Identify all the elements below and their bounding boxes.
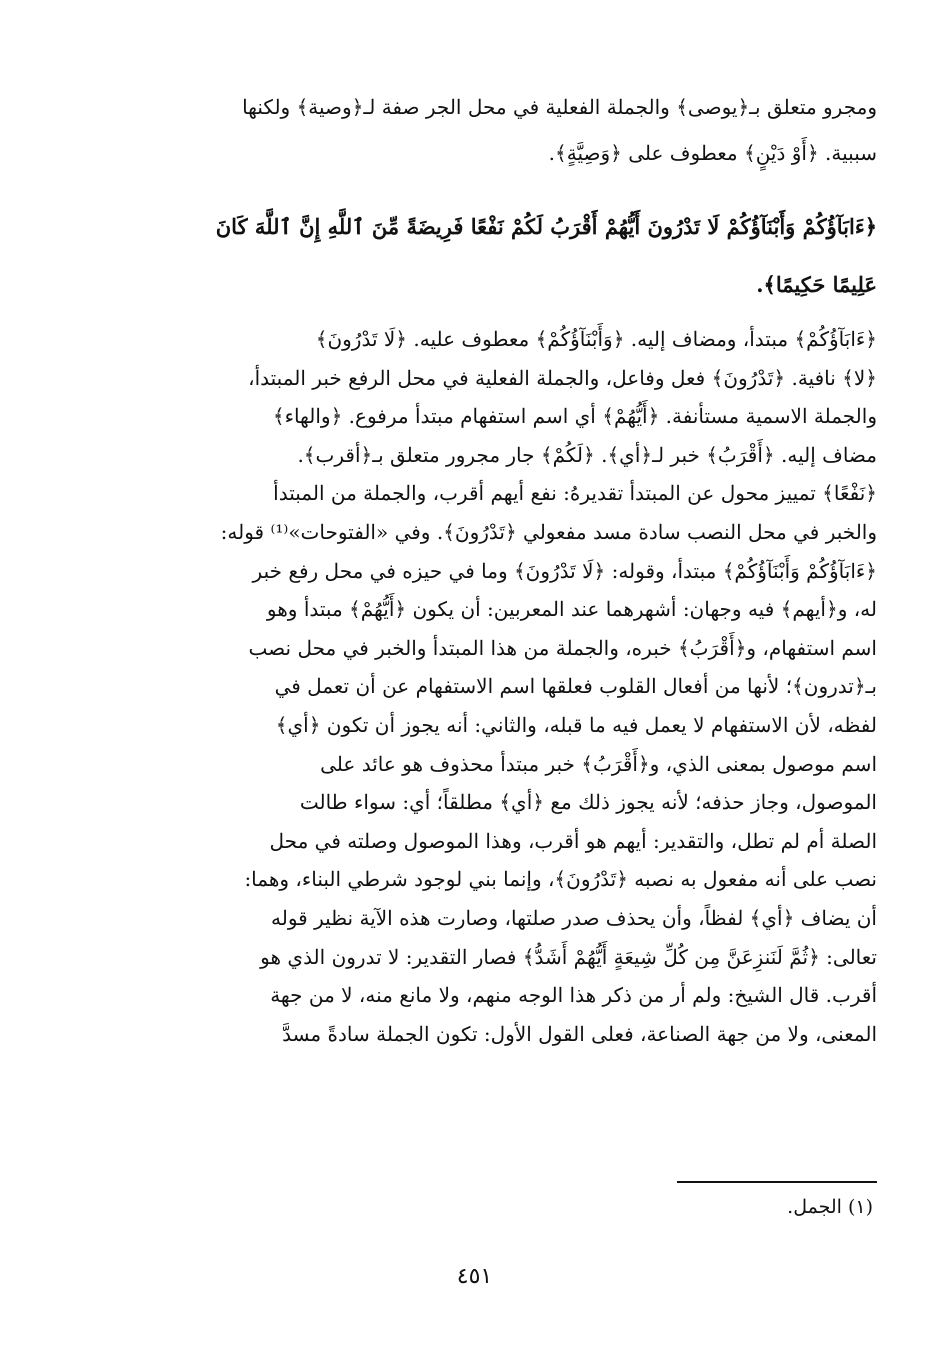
text-line: بـ﴿تدرون﴾؛ لأنها من أفعال القلوب فعلقها اسم الاستفهام عن أن تعمل في: [274, 674, 877, 699]
text-line: لفظه، لأن الاستفهام لا يعمل فيه ما قبله، والثاني: أنه يجوز أن تكون ﴿أي﴾: [275, 712, 877, 737]
text-line: اسم موصول بمعنى الذي، و﴿أَقْرَبُ﴾ خبر مبتدأ محذوف هو عائد على: [320, 751, 877, 776]
page-number: ٤٥١: [456, 1264, 493, 1289]
verse-line: عَلِيمًا حَكِيمًا﴾.: [756, 272, 877, 297]
quran-verse: [105, 198, 877, 314]
text-line: الصلة أم لم تطل، والتقدير: أيهم هو أقرب، وهذا الموصول وصلته في محل: [269, 828, 877, 853]
text-line: نصب على أنه مفعول به نصبه ﴿تَدْرُونَ﴾، وإنما بني لوجود شرطي البناء، وهما:: [244, 867, 877, 892]
text-line: والخبر في محل النصب سادة مسد مفعولي ﴿تَدْرُونَ﴾. وفي «الفتوحات»⁽¹⁾ قوله:: [220, 519, 877, 544]
text-line: الموصول، وجاز حذفه؛ لأنه يجوز ذلك مع ﴿أي﴾ مطلقاً؛ أي: سواء طالت: [299, 790, 877, 815]
text-line: ﴿ءَابَآؤُكُمْ وَأَبْنَآؤُكُمْ﴾ مبتدأ، وقوله: ﴿لَا تَدْرُونَ﴾ وما في حيزه في محل رفع خبر: [252, 558, 877, 583]
text-line: له، و﴿أيهم﴾ فيه وجهان: أشهرهما عند المعربين: أن يكون ﴿أَيُّهُمْ﴾ مبتدأ وهو: [266, 597, 877, 622]
text-line: ﴿ءَابَآؤُكُمْ﴾ مبتدأ، ومضاف إليه. ﴿وَأَبْنَآؤُكُمْ﴾ معطوف عليه. ﴿لَا تَدْرُونَ﴾: [315, 327, 877, 351]
text-line: ومجرو متعلق بـ﴿يوصى﴾ والجملة الفعلية في محل الجر صفة لـ﴿وصية﴾ ولكنها: [242, 95, 877, 119]
text-line: المعنى، ولا من جهة الصناعة، فعلى القول الأول: تكون الجملة سادةً مسدَّ: [282, 1021, 877, 1046]
commentary-paragraph: [105, 320, 877, 1053]
text-line: تعالى: ﴿ثُمَّ لَنَنزِعَنَّ مِن كُلِّ شِيعَةٍ أَيُّهُمْ أَشَدُّ﴾ فصار التقدير: لا تدرون الذي هو: [260, 944, 877, 969]
text-line: اسم استفهام، و﴿أَقْرَبُ﴾ خبره، والجملة من هذا المبتدأ والخبر في محل نصب: [248, 635, 877, 660]
text-line: والجملة الاسمية مستأنفة. ﴿أَيُّهُمْ﴾ أي اسم استفهام مبتدأ مرفوع. ﴿والهاء﴾: [272, 404, 877, 429]
verse-line: ﴿ءَابَآؤُكُمْ وَأَبْنَآؤُكُمْ لَا تَدْرُونَ أَيُّهُمْ أَقْرَبُ لَكُمْ نَفْعًا فَرِيضَةً مِّنَ ٱللَّهِ إِنَّ ٱللَّهَ كَانَ: [215, 214, 877, 239]
footnote-divider: [677, 1181, 877, 1183]
text-line: مضاف إليه. ﴿أَقْرَبُ﴾ خبر لـ﴿أي﴾. ﴿لَكُمْ﴾ جار مجرور متعلق بـ﴿أقرب﴾.: [297, 442, 877, 467]
text-line: سببية. ﴿أَوْ دَيْنٍ﴾ معطوف على ﴿وَصِيَّةٍ﴾.: [548, 141, 877, 165]
text-line: ﴿لا﴾ نافية. ﴿تَدْرُونَ﴾ فعل وفاعل، والجملة الفعلية في محل الرفع خبر المبتدأ،: [248, 365, 877, 390]
intro-paragraph: [105, 84, 877, 176]
text-line: أن يضاف ﴿أي﴾ لفظاً، وأن يحذف صدر صلتها، وصارت هذه الآية نظير قوله: [271, 905, 877, 930]
text-line: ﴿نَفْعًا﴾ تمييز محول عن المبتدأ تقديرهُ: نفع أيهم أقرب، والجملة من المبتدأ: [273, 481, 877, 506]
footnote: (١) الجمل.: [787, 1196, 873, 1218]
text-line: أقرب. قال الشيخ: ولم أر من ذكر هذا الوجه منهم، ولا مانع منه، لا من جهة: [270, 983, 877, 1008]
